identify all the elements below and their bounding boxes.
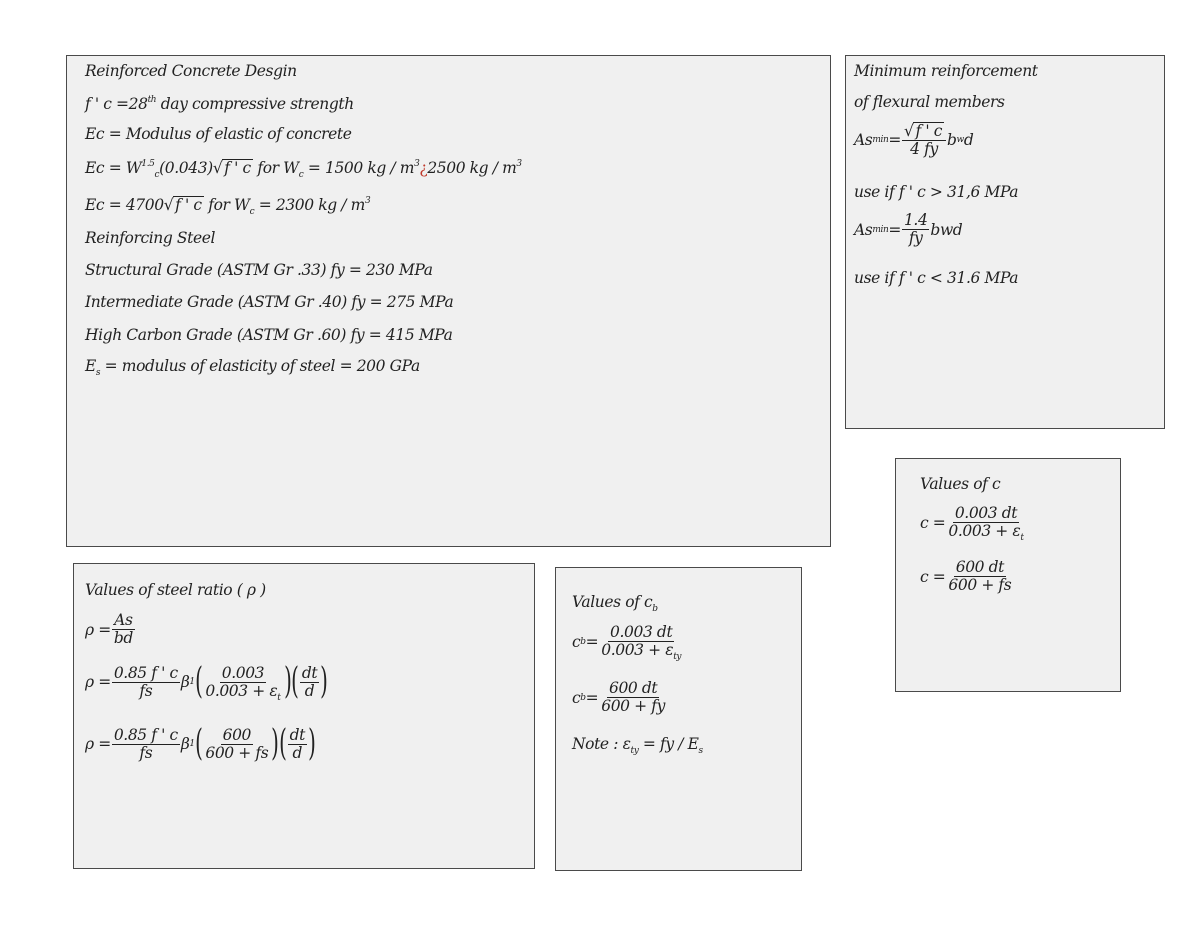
- es-definition: $E_s$ = modulus of elasticity of steel = 200 GPa: [85, 357, 420, 378]
- values-of-c-panel: [895, 458, 1121, 692]
- grade-intermediate: Intermediate Grade (ASTM Gr .40) fy = 275 MPa: [85, 293, 454, 311]
- cb-formula-2: c b = $\frac{600 dt}{600 + fy}$: [572, 679, 665, 715]
- c-formula-2: c = $\frac{600 dt}{600 + fs}$: [920, 558, 1012, 594]
- cb-formula-1: c b = $\frac{0.003 dt}{0.003 + \varepsilon_{ty}}$: [572, 623, 682, 662]
- panel-title-line1: Minimum reinforcement: [854, 62, 1038, 80]
- condition-2: use if f ' c < 31.6 MPa: [854, 269, 1019, 287]
- minimum-reinforcement-panel: [845, 55, 1165, 429]
- values-of-cb-panel: [555, 567, 802, 871]
- grade-high-carbon: High Carbon Grade (ASTM Gr .60) fy = 415 MPa: [85, 326, 453, 344]
- ec-formula-1: $Ec = W^{1.5}_c(0.043)√$ f ' c for $W_c = 1500$ kg / $m^3¿2500$ kg / $m^3$: [85, 159, 522, 180]
- note: Note : $\varepsilon_{ty}$ = fy / $E_s$: [572, 735, 703, 756]
- concrete-design-panel: [66, 55, 831, 547]
- steel-title: Reinforcing Steel: [85, 229, 216, 247]
- rho-formula-1: ρ = $\frac{As}{bd}$: [85, 611, 133, 647]
- fc-definition: f ' c =28th day compressive strength: [85, 95, 354, 113]
- panel-title: Reinforced Concrete Desgin: [85, 62, 297, 80]
- panel-title: Values of c: [920, 475, 1001, 493]
- ec-definition: Ec = Modulus of elastic of concrete: [85, 125, 352, 143]
- panel-title-line2: of flexural members: [854, 93, 1005, 111]
- rho-formula-2: ρ = $\frac{0.85 f ' c}{fs}$ β 1 ( $\frac{0.003}{0.003 + \varepsilon_t}$ ) ( $\frac{dt}{d}$ ): [85, 661, 328, 703]
- panel-title: Values of $c_b$: [572, 593, 658, 614]
- as-min-formula-1: As min = $\frac{√ f ' c}{4 fy}$ b w d: [854, 122, 974, 158]
- as-min-formula-2: As min = $\frac{1.4}{fy}$ bwd: [854, 211, 963, 247]
- panel-title: Values of steel ratio ( ρ ): [85, 581, 266, 599]
- grade-structural: Structural Grade (ASTM Gr .33) fy = 230 MPa: [85, 261, 433, 279]
- ec-formula-2: Ec = 4700√ f ' c for $W_c = 2300$ kg / $m^3$: [85, 196, 371, 217]
- c-formula-1: c = $\frac{0.003 dt}{0.003 + \varepsilon_t}$: [920, 504, 1024, 543]
- rho-formula-3: ρ = $\frac{0.85 f ' c}{fs}$ β 1 ( $\frac{600}{600 + fs}$ ) ( $\frac{dt}{d}$ ): [85, 723, 316, 764]
- condition-1: use if f ' c > 31,6 MPa: [854, 183, 1019, 201]
- steel-ratio-panel: [73, 563, 535, 869]
